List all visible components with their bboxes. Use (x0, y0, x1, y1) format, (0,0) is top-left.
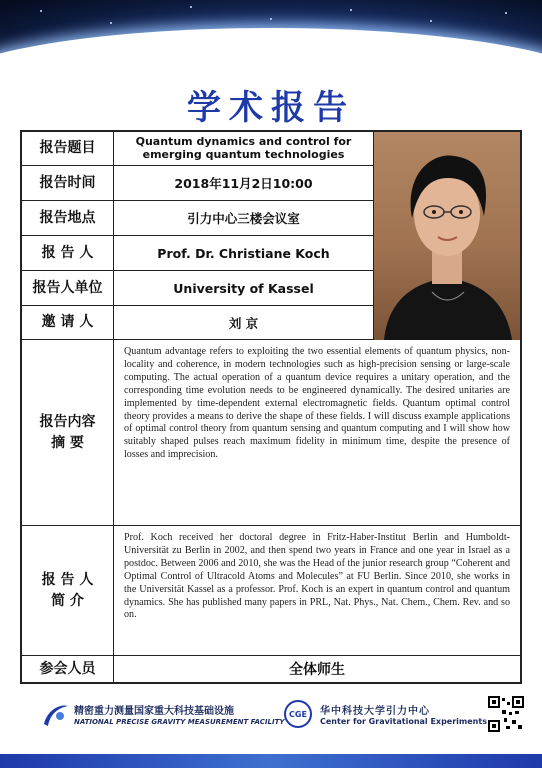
label-bio (22, 526, 114, 655)
label-abstract-line2: 摘 要 (51, 434, 84, 451)
label-time: 报告时间 (22, 166, 114, 200)
value-speaker: Prof. Dr. Christiane Koch (114, 236, 374, 270)
label-abstract-line1: 报告内容 (39, 413, 96, 430)
speaker-photo (374, 132, 520, 340)
speaker-portrait-illustration (374, 132, 520, 340)
row-speaker (22, 236, 374, 271)
label-attendees: 参会人员 (22, 656, 114, 682)
abstract-text: Quantum advantage refers to exploiting the two essential elements of quantum physics, non-locality and coherence, in modern technologies such as high-precision sensing or large-scale computing. The actual operation of a quantum device requires a unitary operation, and the corresponding time evolution needs to be engineered dynamically. The desired unitaries are implemented by time-dependent external electromagnetic fields. Quantum optimal control theory provides a means to derive the shape of these fields. I will discuss example applications of optimal control theory from quantum sensing and quantum computing and I will show how suitably shaped pulses reach maximum fidelity in minimum time, despite the presence of losses and imprecision. (124, 346, 510, 461)
cge-badge-icon: CGE (284, 700, 312, 728)
space-banner (0, 0, 542, 62)
value-attendees: 全体师生 (289, 662, 345, 678)
row-attendees (22, 656, 520, 682)
row-affiliation (22, 271, 374, 306)
center-name-cn: 华中科技大学引力中心 (320, 706, 430, 717)
value-host: 刘 京 (114, 306, 374, 339)
label-bio-line2: 简 介 (51, 592, 84, 609)
qr-code-icon (488, 696, 524, 732)
label-host: 邀 请 人 (22, 306, 114, 339)
label-abstract (22, 340, 114, 525)
label-place: 报告地点 (22, 201, 114, 235)
facility-name-en: NATIONAL PRECISE GRAVITY MEASUREMENT FACILITY (74, 718, 285, 726)
bio-text: Prof. Koch received her doctoral degree in Fritz-Haber-Institut Berlin and Humboldt-Universität zu Berlin in 2002, and then spend two years in France and one year in Israel as a postdoc. Between 2006 and 2010, she was the Head of the junior research group “Coherent and Optimal Control of Ultracold Atoms and Molecules” at FU Berlin. Since 2010, she works in the Universität Kassel as a professor. Prof. Koch is an expert in quantum control and quantum dynamics. She has published many papers in PRL, Nat. Phys., Nat. Chem., Chem. Rev. and so on. (124, 532, 510, 621)
label-affiliation: 报告人单位 (22, 271, 114, 305)
footer (0, 688, 542, 768)
center-name-en: Center for Gravitational Experiments (320, 717, 487, 726)
label-topic: 报告题目 (22, 132, 114, 165)
value-place: 引力中心三楼会议室 (114, 201, 374, 235)
facility-logo-icon (40, 700, 70, 730)
value-time: 2018年11月2日10:00 (114, 166, 374, 200)
row-bio (22, 526, 520, 656)
value-topic: Quantum dynamics and control for emerging quantum technologies (114, 132, 374, 165)
page-title: 学术报告 (187, 88, 355, 128)
row-time (22, 166, 374, 201)
info-table (20, 130, 522, 684)
row-host (22, 306, 374, 340)
row-abstract (22, 340, 520, 526)
facility-name-cn: 精密重力测量国家重大科技基础设施 (74, 706, 234, 717)
label-speaker: 报 告 人 (22, 236, 114, 270)
footer-bar (0, 754, 542, 768)
row-topic (22, 132, 374, 166)
label-bio-line1: 报 告 人 (41, 571, 94, 588)
row-place (22, 201, 374, 236)
value-affiliation: University of Kassel (114, 271, 374, 305)
